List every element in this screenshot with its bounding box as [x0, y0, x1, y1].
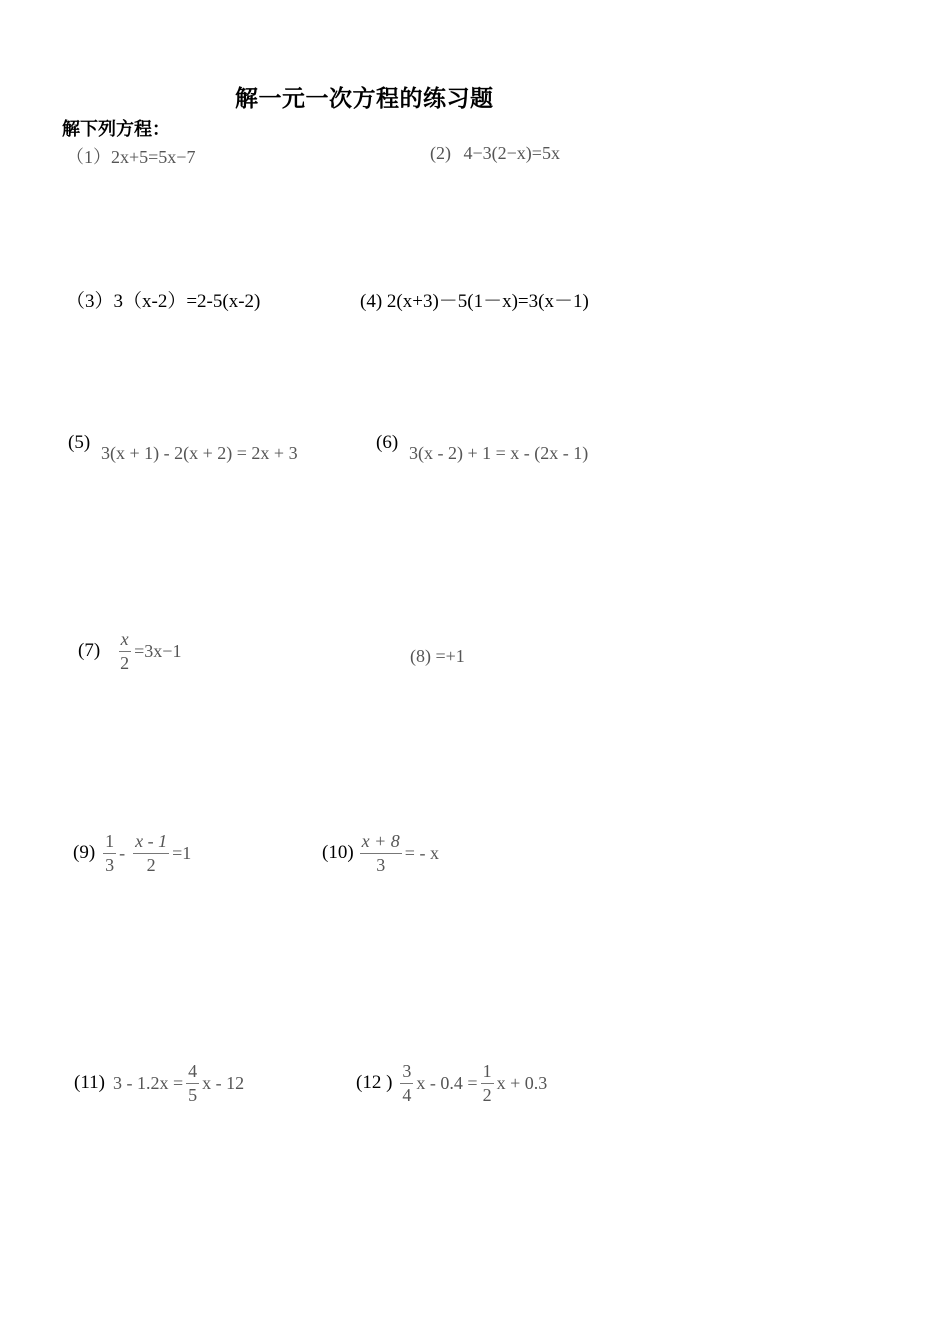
operator: - — [119, 842, 126, 863]
equation: 2(x+3)－5(1－x)=3(x－1) — [386, 291, 589, 312]
equation: 2x+5=5x−7 — [111, 147, 196, 167]
problem-10 — [322, 832, 439, 875]
problem-4 — [360, 286, 589, 313]
equation: =+1 — [435, 646, 465, 666]
numerator: 4 — [186, 1062, 199, 1084]
problem-number: (10) — [322, 842, 354, 864]
problem-8 — [410, 646, 465, 667]
fraction-2 — [133, 832, 169, 875]
problem-number: (9) — [73, 842, 96, 864]
problem-9 — [73, 832, 191, 875]
problem-2 — [430, 143, 560, 164]
problem-number: （3） — [66, 291, 114, 312]
denominator: 2 — [146, 854, 156, 875]
numerator: x - 1 — [133, 832, 169, 854]
denominator: 3 — [105, 854, 115, 875]
equation-middle: x - 0.4 = — [416, 1072, 478, 1093]
numerator: 3 — [400, 1062, 413, 1084]
denominator: 3 — [376, 854, 386, 875]
equation-rest: x - 12 — [202, 1072, 245, 1093]
fraction-1 — [400, 1062, 413, 1105]
problem-11 — [74, 1062, 244, 1105]
problem-1 — [66, 143, 195, 169]
equation-rest: =3x−1 — [134, 640, 182, 661]
fraction-1 — [103, 832, 116, 875]
denominator: 2 — [482, 1084, 492, 1105]
problem-number: (2) — [430, 143, 451, 163]
denominator: 4 — [402, 1084, 412, 1105]
problem-12 — [356, 1062, 547, 1105]
problem-number: (4) — [360, 291, 383, 312]
equation-rest: =1 — [172, 842, 192, 863]
fraction — [360, 832, 402, 875]
denominator: 5 — [188, 1084, 198, 1105]
problem-5-number: (5) — [68, 432, 91, 453]
problem-3 — [66, 286, 260, 313]
problem-5-equation: 3(x + 1) - 2(x + 2) = 2x + 3 — [101, 443, 298, 463]
problem-7 — [78, 630, 181, 673]
numerator: x — [119, 630, 131, 652]
numerator: 1 — [103, 832, 116, 854]
numerator: 1 — [481, 1062, 494, 1084]
equation-lhs: 3 - 1.2x = — [112, 1072, 184, 1093]
fraction — [186, 1062, 199, 1105]
problem-number: (7) — [78, 640, 101, 662]
denominator: 2 — [120, 652, 130, 673]
equation-rest: = - x — [404, 842, 439, 863]
equation-rest: x + 0.3 — [496, 1072, 548, 1093]
fraction — [118, 630, 131, 673]
instruction: 解下列方程： — [62, 119, 170, 140]
problem-number: （1） — [66, 147, 111, 167]
page-title: 解一元一次方程的练习题 — [235, 86, 494, 112]
equation: 4−3(2−x)=5x — [463, 143, 560, 163]
fraction-2 — [481, 1062, 494, 1105]
problem-6-equation: 3(x - 2) + 1 = x - (2x - 1) — [409, 443, 589, 463]
problem-number: (12 ) — [356, 1072, 393, 1094]
problem-number: (11) — [74, 1072, 105, 1094]
problem-number: (8) — [410, 646, 431, 666]
problem-6-number: (6) — [376, 432, 399, 453]
numerator: x + 8 — [360, 832, 402, 854]
equation: 3（x-2）=2-5(x-2) — [113, 291, 261, 312]
